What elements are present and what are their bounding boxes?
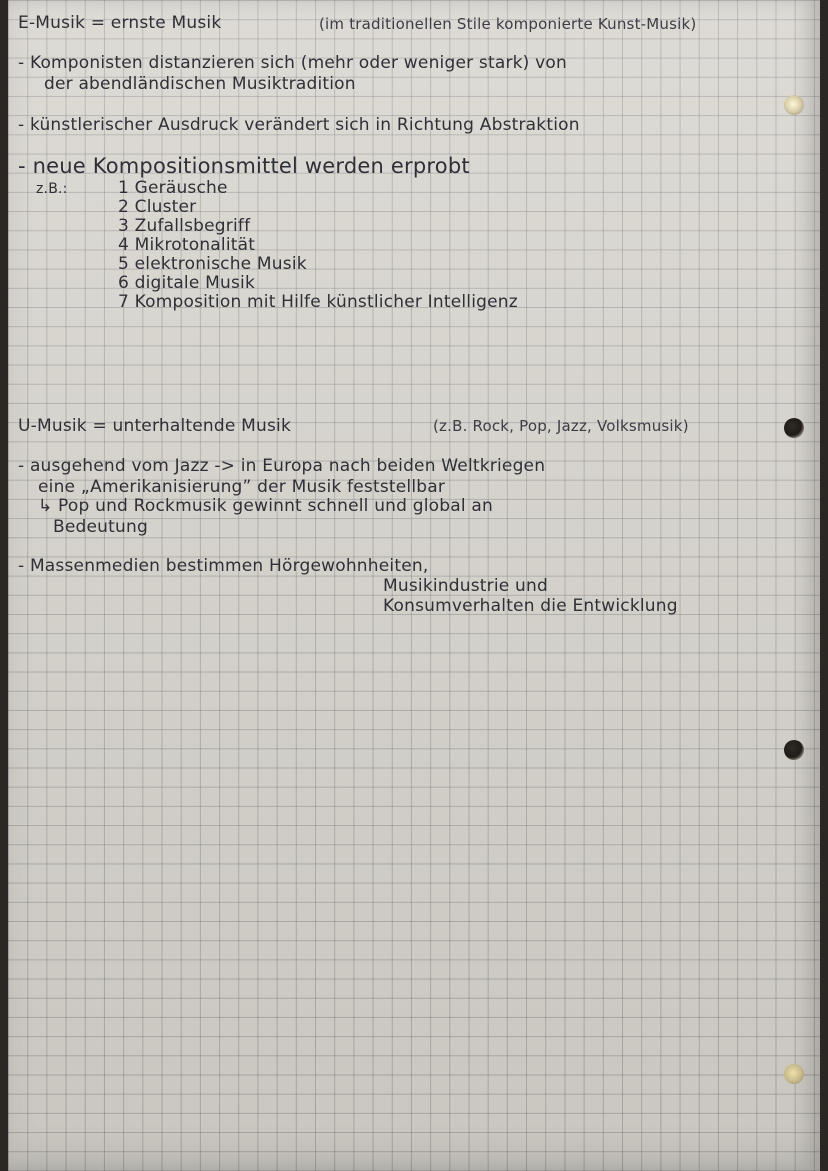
punch-hole	[784, 740, 804, 760]
e-point-3: - neue Kompositionsmittel werden erprobt	[18, 154, 470, 178]
example-item: 4 Mikrotonalität	[118, 235, 256, 255]
example-item: 2 Cluster	[118, 197, 197, 217]
e-musik-title: E-Musik = ernste Musik	[18, 13, 222, 33]
u-point-2-line-3: Konsumverhalten die Entwicklung	[383, 596, 678, 616]
example-item: 1 Geräusche	[118, 178, 228, 198]
u-point-2-line-2: Musikindustrie und	[383, 576, 548, 596]
example-item: 3 Zufallsbegriff	[118, 216, 251, 236]
punch-hole	[784, 418, 804, 438]
e-point-2: - künstlerischer Ausdruck verändert sich in Richtung Abstraktion	[18, 115, 580, 135]
u-point-1-line-1: - ausgehend vom Jazz -> in Europa nach beiden Weltkriegen	[18, 456, 546, 476]
e-musik-note: (im traditionellen Stile komponierte Kunst-Musik)	[319, 15, 697, 33]
punch-hole	[784, 95, 804, 115]
u-musik-note: (z.B. Rock, Pop, Jazz, Volksmusik)	[433, 417, 689, 435]
u-point-1-line-2: eine „Amerikanisierung” der Musik feststellbar	[38, 477, 446, 497]
u-musik-title: U-Musik = unterhaltende Musik	[18, 416, 291, 436]
punch-hole	[784, 1064, 804, 1084]
e-point-1-line-2: der abendländischen Musiktradition	[44, 74, 356, 94]
u-point-2-line-1: - Massenmedien bestimmen Hörgewohnheiten,	[18, 556, 429, 576]
example-item: 6 digitale Musik	[118, 273, 255, 293]
grid-paper-sheet	[8, 0, 820, 1171]
u-point-1-line-3: ↳ Pop und Rockmusik gewinnt schnell und global an	[38, 496, 493, 516]
u-point-1-line-4: Bedeutung	[53, 517, 148, 537]
example-item: 5 elektronische Musik	[118, 254, 307, 274]
example-item: 7 Komposition mit Hilfe künstlicher Intelligenz	[118, 292, 518, 312]
examples-label: z.B.:	[36, 181, 68, 197]
e-point-1-line-1: - Komponisten distanzieren sich (mehr oder weniger stark) von	[18, 53, 567, 73]
